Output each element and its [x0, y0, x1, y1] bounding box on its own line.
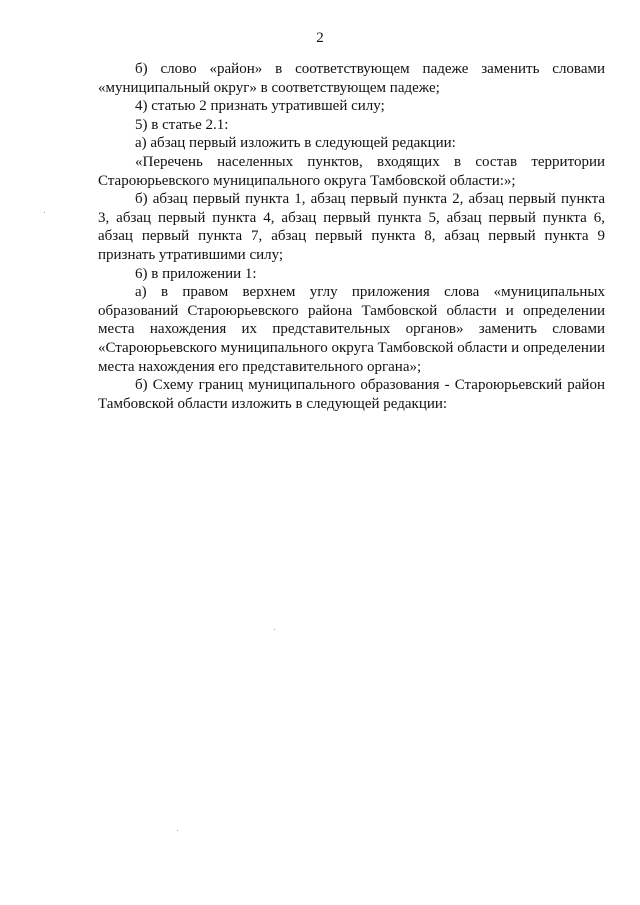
- paragraph-border-scheme: б) Схему границ муниципального образования - Староюрьевский район Тамбовской области изложить в следующей редакции:: [98, 377, 605, 412]
- paragraph-article-2: 4) статью 2 признать утратившей силу;: [135, 98, 385, 115]
- paragraph-settlements-list: «Перечень населенных пунктов, входящих в состав территории Староюрьевского муниципального округа Тамбовской области:»;: [98, 153, 605, 189]
- paragraph-first-abzac: а) абзац первый изложить в следующей редакции:: [135, 135, 456, 152]
- paragraph-article-2-1: 5) в статье 2.1:: [135, 116, 229, 133]
- scan-speck: [274, 629, 275, 630]
- paragraph-replace-rayon: б) слово «район» в соответствующем падеже заменить словами «муниципальный округ» в соответствующем падеже;: [98, 61, 605, 96]
- document-body: [98, 60, 605, 413]
- paragraph-appendix-1: 6) в приложении 1:: [135, 265, 257, 282]
- page-number: 2: [316, 30, 324, 46]
- paragraph-appendix-corner-words: а) в правом верхнем углу приложения слова «муниципальных образований Староюрьевского района Тамбовской области и определении места нахождения их представительных органов» заменить словами «Староюрьевского муниципального округа Тамбовской области и определении места нахождения его представительного органа»;: [98, 284, 605, 375]
- paragraph-abzacs-void: б) абзац первый пункта 1, абзац первый пункта 2, абзац первый пункта 3, абзац первый пункта 4, абзац первый пункта 5, абзац первый пункта 6, абзац первый пункта 7, абзац первый пункта 8, абзац первый пункта 9 признать утратившими силу;: [98, 191, 605, 263]
- scan-speck: [177, 830, 178, 831]
- scan-speck: [44, 212, 45, 213]
